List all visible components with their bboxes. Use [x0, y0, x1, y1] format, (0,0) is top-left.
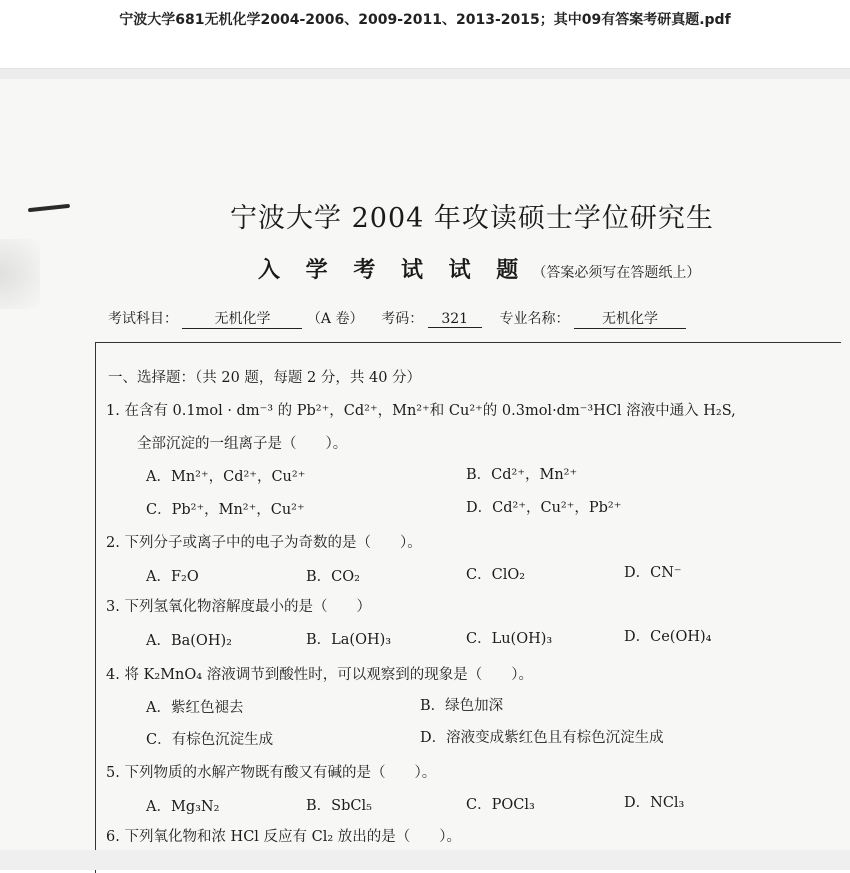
code-value: 321 [428, 311, 482, 328]
document-title: 宁波大学681无机化学2004-2006、2009-2011、2013-2015；其中09有答案考研真题.pdf [119, 12, 731, 28]
question-3-option-c: C．Lu(OH)₃ [466, 631, 553, 647]
question-5: 5. 下列物质的水解产物既有酸又有碱的是（ ）。 [106, 765, 437, 781]
question-5-option-c: C．POCl₃ [466, 797, 535, 813]
question-4-option-a: A．紫红色褪去 [146, 700, 244, 716]
question-4: 4. 将 K₂MnO₄ 溶液调节到酸性时，可以观察到的现象是（ ）。 [106, 667, 533, 683]
code-label: 考码： [381, 311, 424, 327]
paper-label: （A 卷） [306, 311, 364, 327]
question-1-option-a: A．Mn²⁺，Cd²⁺，Cu²⁺ [146, 469, 306, 485]
question-1-option-d: D．Cd²⁺，Cu²⁺，Pb²⁺ [466, 500, 622, 516]
section-header: 一、选择题：（共 20 题，每题 2 分，共 40 分） [108, 370, 422, 386]
question-2: 2. 下列分子或离子中的电子为奇数的是（ ）。 [106, 535, 422, 551]
major-label: 专业名称： [499, 311, 570, 327]
question-1-line-2: 全部沉淀的一组离子是（ ）。 [137, 436, 348, 452]
question-4-option-c: C．有棕色沉淀生成 [146, 732, 274, 748]
subject-label: 考试科目： [108, 311, 178, 327]
question-1-option-c: C．Pb²⁺，Mn²⁺，Cu²⁺ [146, 502, 305, 518]
question-3: 3. 下列氢氧化物溶解度最小的是（ ） [106, 599, 371, 615]
exam-title: 宁波大学 2004 年攻读硕士学位研究生 [230, 203, 714, 234]
question-5-option-a: A．Mg₃N₂ [146, 799, 220, 815]
question-2-option-a: A．F₂O [146, 569, 199, 585]
question-3-option-d: D．Ce(OH)₄ [624, 629, 712, 645]
question-6: 6. 下列氧化物和浓 HCl 反应有 Cl₂ 放出的是（ ）。 [106, 829, 462, 845]
question-2-option-b: B．CO₂ [306, 569, 360, 585]
question-3-option-a: A．Ba(OH)₂ [146, 633, 232, 649]
exam-info-line [108, 308, 686, 329]
question-2-option-d: D．CN⁻ [624, 565, 682, 581]
question-4-option-b: B．绿色加深 [420, 698, 504, 714]
exam-subtitle-note: （答案必须写在答题纸上） [532, 265, 701, 281]
subject-value: 无机化学 [182, 308, 302, 329]
header-separator [0, 68, 850, 79]
major-value: 无机化学 [574, 308, 686, 329]
question-2-option-c: C．ClO₂ [466, 567, 526, 583]
question-1-option-b: B．Cd²⁺，Mn²⁺ [466, 467, 578, 483]
scan-smudge [0, 239, 40, 309]
question-3-option-b: B．La(OH)₃ [306, 632, 392, 648]
exam-subtitle [258, 253, 700, 284]
bottom-bar [0, 850, 850, 870]
question-5-option-d: D．NCl₃ [624, 795, 685, 811]
question-5-option-b: B．SbCl₅ [306, 798, 372, 814]
document-header [0, 0, 850, 68]
exam-subtitle-main: 入 学 考 试 试 题 [258, 257, 528, 283]
question-1-line-1: 1. 在含有 0.1mol · dm⁻³ 的 Pb²⁺，Cd²⁺，Mn²⁺和 Cu²⁺的 0.3mol·dm⁻³HCl 溶液中通入 H₂S, [106, 403, 736, 419]
question-4-option-d: D．溶液变成紫红色且有棕色沉淀生成 [420, 730, 664, 746]
